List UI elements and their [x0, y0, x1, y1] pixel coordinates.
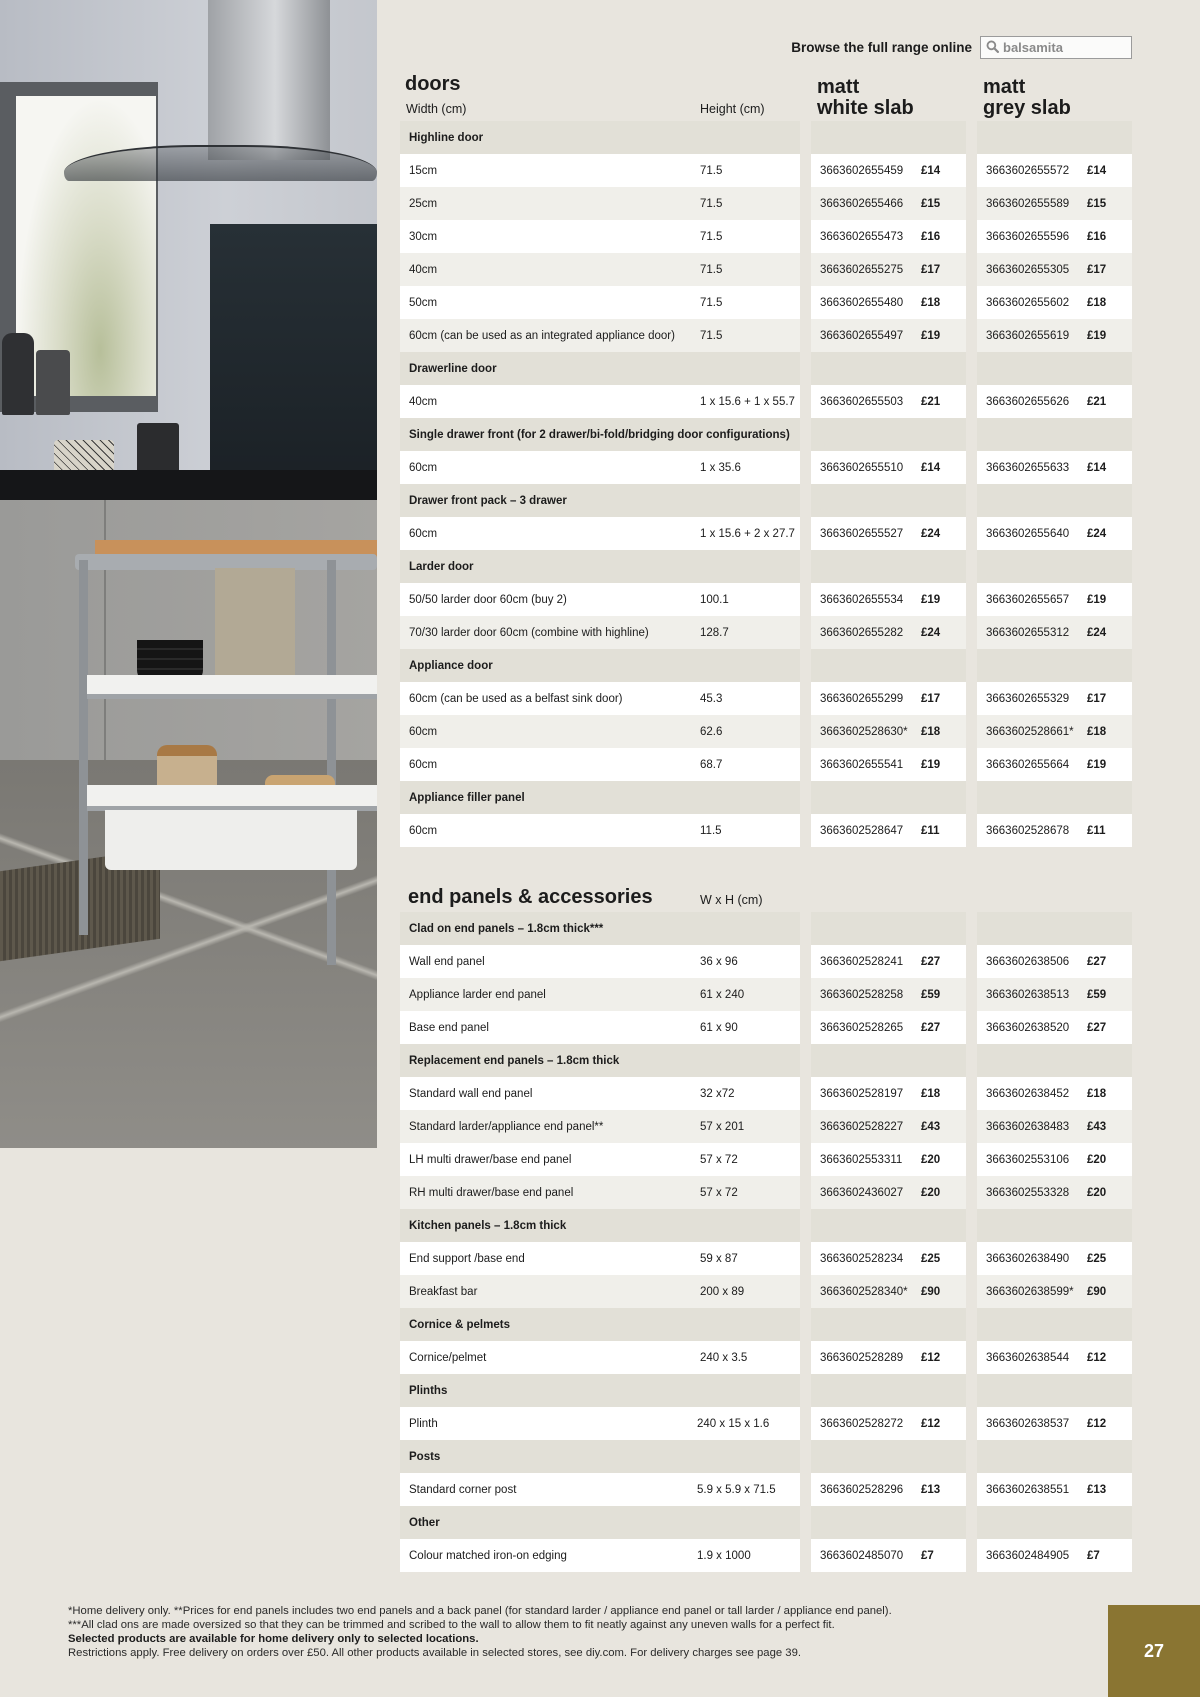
grey-slab-price: £15 — [1087, 197, 1107, 210]
white-slab-code: 3663602528630* — [820, 725, 908, 738]
product-description: LH multi drawer/base end panel — [409, 1153, 572, 1166]
white-slab-price: £11 — [921, 824, 940, 837]
category-label: Plinths — [409, 1384, 448, 1397]
grey-slab-price: £11 — [1087, 824, 1106, 837]
table-row — [400, 220, 1132, 253]
category-row — [400, 1440, 1132, 1473]
white-slab-code: 3663602528647 — [820, 824, 904, 837]
white-slab-code: 3663602528234 — [820, 1252, 904, 1265]
grey-slab-price: £12 — [1087, 1351, 1107, 1364]
footnote-delivery: *Home delivery only. **Prices for end panels includes two end panels and a back panel (for standard larder / appliance end panel or tall larder / appliance end panel). — [68, 1605, 892, 1617]
grey-slab-code: 3663602655640 — [986, 527, 1070, 540]
product-size: 59 x 87 — [700, 1252, 738, 1265]
white-slab-price: £17 — [921, 692, 941, 705]
table-row — [400, 748, 1132, 781]
product-size: 1 x 15.6 + 1 x 55.7 — [700, 395, 795, 408]
footnote-clad-ons: ***All clad ons are made oversized so that they can be trimmed and scribed to the wall to allow them to fit neatly against any uneven walls for a perfect fit. — [68, 1619, 835, 1631]
white-slab-price: £12 — [921, 1417, 941, 1430]
grey-slab-price: £25 — [1087, 1252, 1107, 1265]
white-slab-price: £59 — [921, 988, 941, 1001]
product-description: Wall end panel — [409, 955, 485, 968]
category-row — [400, 1308, 1132, 1341]
grey-slab-price: £59 — [1087, 988, 1107, 1001]
table-row — [400, 1011, 1132, 1044]
table-row — [400, 1242, 1132, 1275]
category-row — [400, 1044, 1132, 1077]
table-row — [400, 682, 1132, 715]
grey-slab-code: 3663602638537 — [986, 1417, 1070, 1430]
category-row — [400, 418, 1132, 451]
category-label: Drawer front pack – 3 drawer — [409, 494, 567, 507]
table-row — [400, 517, 1132, 550]
white-slab-code: 3663602436027 — [820, 1186, 904, 1199]
product-description: Standard wall end panel — [409, 1087, 533, 1100]
product-description: 60cm — [409, 725, 438, 738]
photo-splashback — [210, 224, 377, 484]
category-label: Highline door — [409, 131, 484, 144]
grey-slab-code: 3663602553106 — [986, 1153, 1070, 1166]
category-label: Appliance filler panel — [409, 791, 525, 804]
table-row — [400, 319, 1132, 352]
white-slab-code: 3663602655282 — [820, 626, 904, 639]
grey-slab-code: 3663602655305 — [986, 263, 1070, 276]
table-row — [400, 1110, 1132, 1143]
table-row — [400, 1176, 1132, 1209]
product-size: 32 x72 — [700, 1087, 735, 1100]
white-slab-price: £19 — [921, 758, 941, 771]
product-size: 11.5 — [700, 824, 722, 837]
grey-slab-code: 3663602638452 — [986, 1087, 1070, 1100]
grey-slab-price: £43 — [1087, 1120, 1107, 1133]
product-description: 60cm — [409, 758, 438, 771]
product-size: 68.7 — [700, 758, 723, 771]
product-size: 240 x 15 x 1.6 — [697, 1417, 770, 1430]
grey-slab-price: £27 — [1087, 1021, 1107, 1034]
white-slab-price: £13 — [921, 1483, 941, 1496]
grey-slab-price: £7 — [1087, 1549, 1100, 1562]
product-size: 71.5 — [700, 296, 723, 309]
white-slab-price: £14 — [921, 164, 941, 177]
table-row — [400, 814, 1132, 847]
doors-table — [400, 121, 1132, 847]
product-size: 71.5 — [700, 329, 723, 342]
product-size: 71.5 — [700, 263, 723, 276]
product-size: 36 x 96 — [700, 955, 738, 968]
white-slab-code: 3663602655534 — [820, 593, 904, 606]
category-row — [400, 1209, 1132, 1242]
white-slab-price: £15 — [921, 197, 941, 210]
end-panels-title: end panels & accessories — [408, 886, 653, 908]
grey-slab-price: £17 — [1087, 692, 1107, 705]
white-slab-price: £20 — [921, 1153, 941, 1166]
table-row — [400, 616, 1132, 649]
grey-slab-code: 3663602638483 — [986, 1120, 1070, 1133]
product-description: 60cm (can be used as a belfast sink door) — [409, 692, 623, 705]
category-row — [400, 1506, 1132, 1539]
product-description: 50cm — [409, 296, 438, 309]
table-row — [400, 451, 1132, 484]
search-icon — [986, 38, 999, 57]
grey-slab-code: 3663602638544 — [986, 1351, 1070, 1364]
white-slab-price: £21 — [921, 395, 941, 408]
grey-slab-code: 3663602655619 — [986, 329, 1070, 342]
table-row — [400, 583, 1132, 616]
white-slab-header-line2: white slab — [817, 97, 914, 119]
wxh-label: W x H (cm) — [700, 893, 763, 907]
product-description: 15cm — [409, 164, 438, 177]
category-label: Cornice & pelmets — [409, 1318, 510, 1331]
table-row — [400, 154, 1132, 187]
product-description: Standard corner post — [409, 1483, 517, 1496]
table-row — [400, 286, 1132, 319]
product-description: 40cm — [409, 263, 438, 276]
grey-slab-code: 3663602638599* — [986, 1285, 1074, 1298]
white-slab-code: 3663602655459 — [820, 164, 904, 177]
product-size: 71.5 — [700, 197, 723, 210]
grey-slab-code: 3663602638520 — [986, 1021, 1070, 1034]
category-row — [400, 550, 1132, 583]
grey-slab-code: 3663602655572 — [986, 164, 1070, 177]
product-size: 71.5 — [700, 164, 723, 177]
category-label: Clad on end panels – 1.8cm thick*** — [409, 922, 604, 935]
grey-slab-price: £21 — [1087, 395, 1107, 408]
category-row — [400, 121, 1132, 154]
product-size: 128.7 — [700, 626, 729, 639]
category-label: Appliance door — [409, 659, 493, 672]
product-description: 30cm — [409, 230, 438, 243]
grey-slab-code: 3663602638506 — [986, 955, 1070, 968]
white-slab-code: 3663602528272 — [820, 1417, 904, 1430]
grey-slab-price: £17 — [1087, 263, 1107, 276]
grey-slab-header-line2: grey slab — [983, 97, 1071, 119]
table-row — [400, 1077, 1132, 1110]
table-row — [400, 1473, 1132, 1506]
white-slab-code: 3663602528258 — [820, 988, 904, 1001]
grey-slab-price: £20 — [1087, 1153, 1107, 1166]
table-row — [400, 978, 1132, 1011]
photo-trolley — [75, 540, 377, 970]
grey-slab-price: £19 — [1087, 593, 1107, 606]
grey-slab-code: 3663602655664 — [986, 758, 1070, 771]
category-label: Drawerline door — [409, 362, 497, 375]
white-slab-price: £16 — [921, 230, 941, 243]
product-size: 71.5 — [700, 230, 723, 243]
height-label: Height (cm) — [700, 102, 765, 116]
product-size: 57 x 201 — [700, 1120, 745, 1133]
search-box[interactable] — [980, 36, 1132, 59]
browse-online — [0, 36, 1132, 59]
grey-slab-header-line1: matt — [983, 76, 1026, 98]
grey-slab-price: £27 — [1087, 955, 1107, 968]
white-slab-code: 3663602655299 — [820, 692, 904, 705]
grey-slab-code: 3663602528661* — [986, 725, 1074, 738]
grey-slab-code: 3663602655329 — [986, 692, 1070, 705]
white-slab-code: 3663602655480 — [820, 296, 904, 309]
grey-slab-price: £18 — [1087, 725, 1107, 738]
doors-title: doors — [405, 73, 461, 95]
grey-slab-code: 3663602655657 — [986, 593, 1070, 606]
product-description: Colour matched iron-on edging — [409, 1549, 567, 1562]
product-size: 1.9 x 1000 — [697, 1549, 751, 1562]
white-slab-code: 3663602553311 — [820, 1153, 903, 1166]
grey-slab-code: 3663602553328 — [986, 1186, 1070, 1199]
product-size: 57 x 72 — [700, 1153, 738, 1166]
table-row — [400, 385, 1132, 418]
category-label: Larder door — [409, 560, 474, 573]
category-label: Kitchen panels – 1.8cm thick — [409, 1219, 567, 1232]
product-size: 1 x 15.6 + 2 x 27.7 — [700, 527, 795, 540]
table-row — [400, 945, 1132, 978]
grey-slab-price: £19 — [1087, 758, 1107, 771]
end-panels-table — [400, 912, 1132, 1572]
grey-slab-price: £90 — [1087, 1285, 1107, 1298]
white-slab-price: £43 — [921, 1120, 941, 1133]
white-slab-code: 3663602655527 — [820, 527, 904, 540]
category-row — [400, 1374, 1132, 1407]
white-slab-price: £18 — [921, 725, 941, 738]
product-description: 25cm — [409, 197, 438, 210]
product-description: Base end panel — [409, 1021, 489, 1034]
white-slab-price: £24 — [921, 626, 941, 639]
white-slab-code: 3663602655497 — [820, 329, 904, 342]
product-description: 70/30 larder door 60cm (combine with highline) — [409, 626, 649, 639]
white-slab-code: 3663602528241 — [820, 955, 904, 968]
category-row — [400, 912, 1132, 945]
grey-slab-price: £14 — [1087, 461, 1107, 474]
white-slab-price: £18 — [921, 1087, 941, 1100]
category-label: Posts — [409, 1450, 441, 1463]
white-slab-price: £7 — [921, 1549, 934, 1562]
white-slab-code: 3663602528289 — [820, 1351, 904, 1364]
white-slab-code: 3663602528340* — [820, 1285, 908, 1298]
product-description: End support /base end — [409, 1252, 525, 1265]
product-description: 50/50 larder door 60cm (buy 2) — [409, 593, 567, 606]
grey-slab-code: 3663602655633 — [986, 461, 1070, 474]
product-size: 100.1 — [700, 593, 729, 606]
product-size: 61 x 240 — [700, 988, 745, 1001]
search-input[interactable] — [1003, 40, 1123, 55]
grey-slab-price: £24 — [1087, 527, 1107, 540]
grey-slab-code: 3663602484905 — [986, 1549, 1070, 1562]
white-slab-code: 3663602528227 — [820, 1120, 904, 1133]
table-row — [400, 1539, 1132, 1572]
photo-cooker-hood — [208, 0, 330, 160]
white-slab-header — [817, 77, 914, 119]
category-row — [400, 649, 1132, 682]
grey-slab-code: 3663602655596 — [986, 230, 1070, 243]
page-number: 27 — [1108, 1605, 1200, 1697]
footnotes — [68, 1604, 1048, 1660]
white-slab-price: £12 — [921, 1351, 941, 1364]
table-row — [400, 187, 1132, 220]
grey-slab-code: 3663602655626 — [986, 395, 1070, 408]
table-row — [400, 715, 1132, 748]
grey-slab-code: 3663602638490 — [986, 1252, 1070, 1265]
product-size: 57 x 72 — [700, 1186, 738, 1199]
product-description: Appliance larder end panel — [409, 988, 546, 1001]
white-slab-code: 3663602655275 — [820, 263, 904, 276]
table-row — [400, 1341, 1132, 1374]
category-label: Single drawer front (for 2 drawer/bi-fold/bridging door configurations) — [409, 428, 790, 441]
grey-slab-price: £18 — [1087, 1087, 1107, 1100]
product-description: 40cm — [409, 395, 438, 408]
table-row — [400, 1143, 1132, 1176]
product-description: 60cm — [409, 461, 438, 474]
product-description: 60cm — [409, 527, 438, 540]
footnote-selected-products: Selected products are available for home delivery only to selected locations. — [68, 1633, 479, 1645]
white-slab-price: £27 — [921, 1021, 941, 1034]
white-slab-price: £20 — [921, 1186, 941, 1199]
white-slab-code: 3663602528197 — [820, 1087, 904, 1100]
white-slab-price: £17 — [921, 263, 941, 276]
grey-slab-code: 3663602655312 — [986, 626, 1070, 639]
grey-slab-price: £12 — [1087, 1417, 1107, 1430]
grey-slab-header — [983, 77, 1071, 119]
category-row — [400, 484, 1132, 517]
white-slab-price: £90 — [921, 1285, 941, 1298]
white-slab-code: 3663602655510 — [820, 461, 904, 474]
product-size: 62.6 — [700, 725, 723, 738]
grey-slab-code: 3663602638551 — [986, 1483, 1070, 1496]
white-slab-code: 3663602655541 — [820, 758, 904, 771]
white-slab-code: 3663602655503 — [820, 395, 904, 408]
white-slab-price: £19 — [921, 593, 941, 606]
product-size: 5.9 x 5.9 x 71.5 — [697, 1483, 776, 1496]
grey-slab-price: £19 — [1087, 329, 1107, 342]
white-slab-price: £25 — [921, 1252, 941, 1265]
white-slab-price: £18 — [921, 296, 941, 309]
grey-slab-price: £18 — [1087, 296, 1107, 309]
white-slab-code: 3663602655466 — [820, 197, 904, 210]
product-description: RH multi drawer/base end panel — [409, 1186, 574, 1199]
category-row — [400, 352, 1132, 385]
product-size: 45.3 — [700, 692, 723, 705]
white-slab-code: 3663602528296 — [820, 1483, 904, 1496]
product-size: 1 x 35.6 — [700, 461, 741, 474]
grey-slab-code: 3663602655602 — [986, 296, 1070, 309]
product-description: Plinth — [409, 1417, 438, 1430]
table-row — [400, 1407, 1132, 1440]
grey-slab-code: 3663602655589 — [986, 197, 1070, 210]
product-description: Cornice/pelmet — [409, 1351, 487, 1364]
width-label: Width (cm) — [406, 102, 467, 116]
photo-jug — [36, 350, 70, 415]
table-row — [400, 253, 1132, 286]
white-slab-code: 3663602528265 — [820, 1021, 904, 1034]
category-label: Other — [409, 1516, 440, 1529]
product-size: 200 x 89 — [700, 1285, 745, 1298]
grey-slab-price: £13 — [1087, 1483, 1107, 1496]
footnote-restrictions: Restrictions apply. Free delivery on orders over £50. All other products available in selected stores, see diy.com. For delivery charges see page 39. — [68, 1647, 801, 1659]
product-size: 61 x 90 — [700, 1021, 738, 1034]
product-description: Standard larder/appliance end panel** — [409, 1120, 604, 1133]
category-label: Replacement end panels – 1.8cm thick — [409, 1054, 620, 1067]
white-slab-price: £24 — [921, 527, 941, 540]
white-slab-price: £27 — [921, 955, 941, 968]
product-size: 240 x 3.5 — [700, 1351, 748, 1364]
white-slab-price: £14 — [921, 461, 941, 474]
product-description: Breakfast bar — [409, 1285, 478, 1298]
product-description: 60cm (can be used as an integrated appliance door) — [409, 329, 675, 342]
photo-jug — [2, 333, 34, 415]
category-row — [400, 781, 1132, 814]
grey-slab-price: £16 — [1087, 230, 1107, 243]
white-slab-code: 3663602655473 — [820, 230, 904, 243]
grey-slab-code: 3663602528678 — [986, 824, 1070, 837]
white-slab-header-line1: matt — [817, 76, 860, 98]
photo-worktop — [0, 470, 377, 500]
product-description: 60cm — [409, 824, 438, 837]
white-slab-code: 3663602485070 — [820, 1549, 904, 1562]
kitchen-trolley-photo — [0, 0, 377, 1148]
grey-slab-price: £24 — [1087, 626, 1107, 639]
grey-slab-price: £14 — [1087, 164, 1107, 177]
grey-slab-price: £20 — [1087, 1186, 1107, 1199]
white-slab-price: £19 — [921, 329, 941, 342]
browse-label: Browse the full range online — [791, 40, 972, 55]
grey-slab-code: 3663602638513 — [986, 988, 1070, 1001]
table-row — [400, 1275, 1132, 1308]
